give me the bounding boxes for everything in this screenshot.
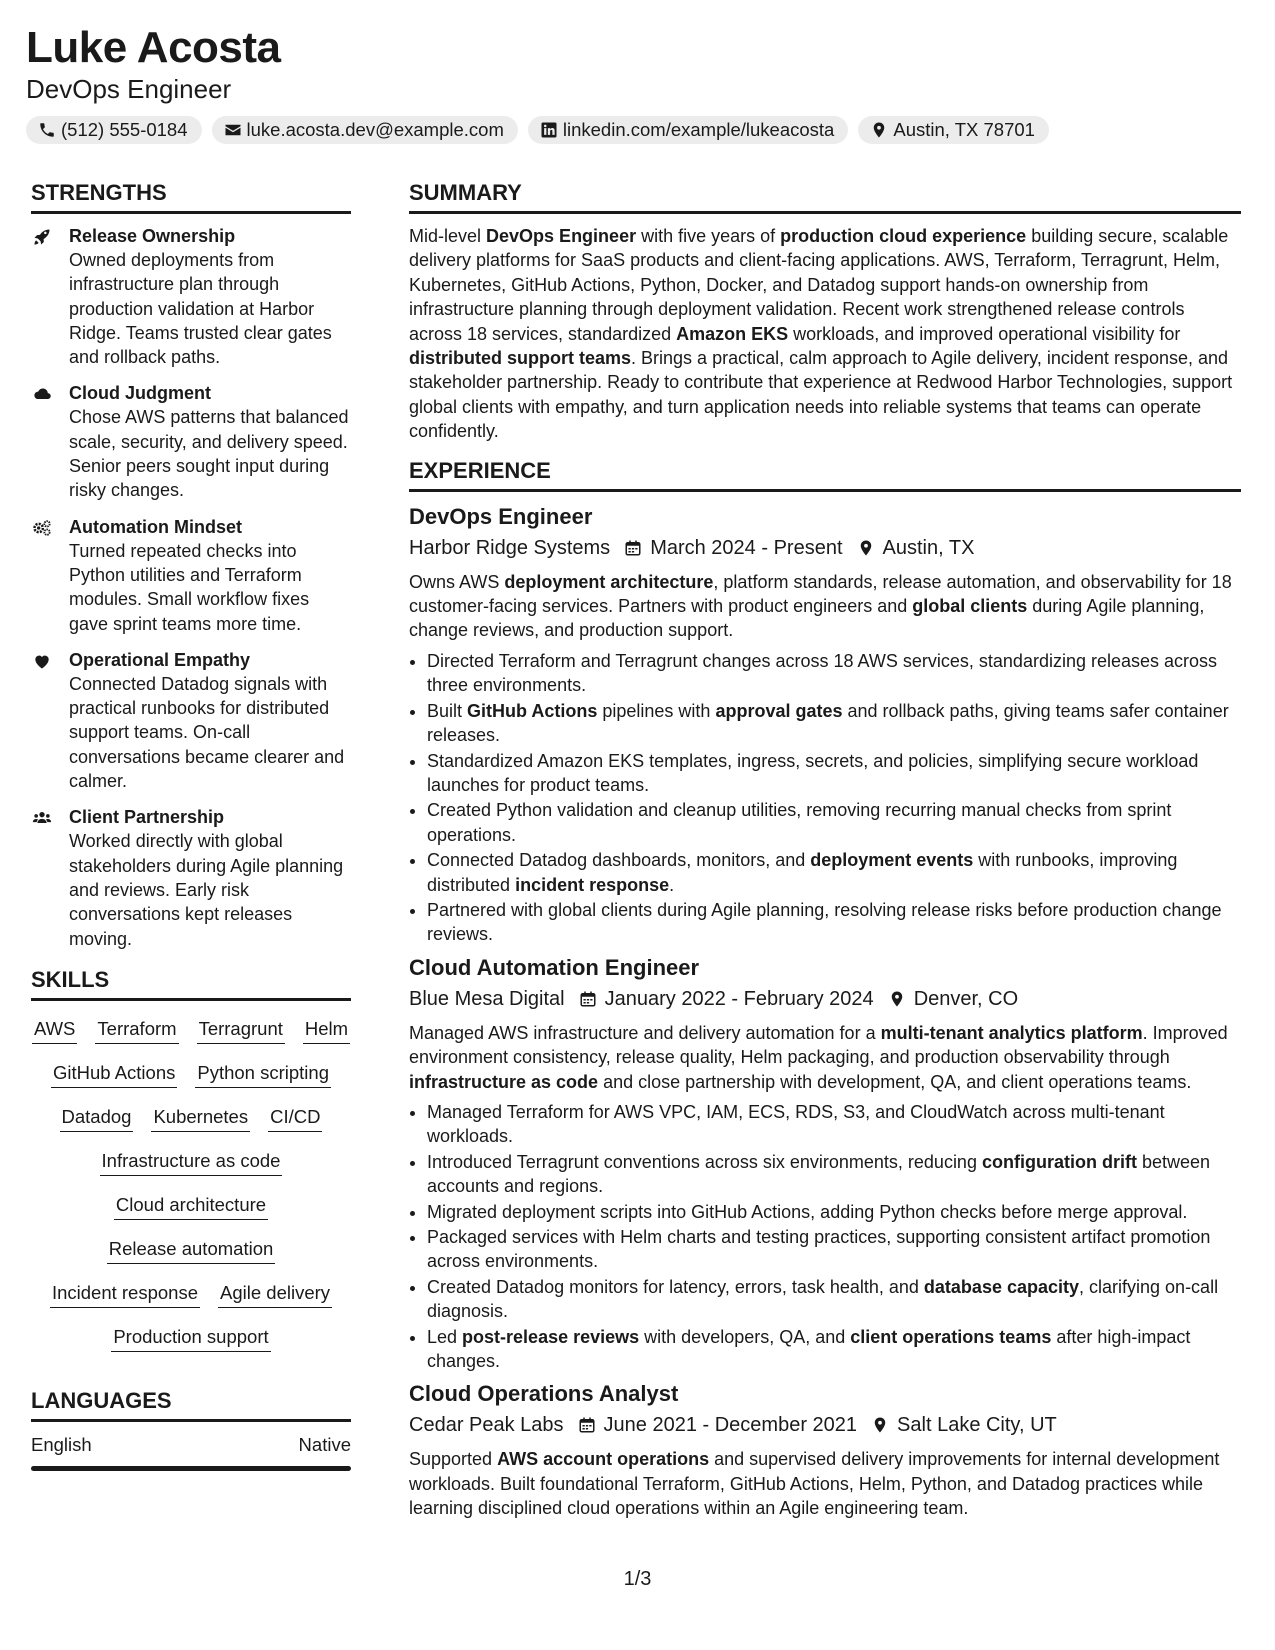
job-bullet: • Created Python validation and cleanup utilities, removing recurring manual checks from sprint operations.: [427, 798, 1241, 847]
skill-tag: Production support: [111, 1325, 270, 1352]
users-icon: [31, 808, 53, 828]
job-title: Cloud Automation Engineer: [409, 954, 700, 980]
phone-icon: [38, 121, 56, 139]
job-bullet: • Managed Terraform for AWS VPC, IAM, ECS, RDS, S3, and CloudWatch across multi-tenant workloads.: [427, 1100, 1241, 1149]
job-bullet: • Led post-release reviews with developers, QA, and client operations teams after high-impact changes.: [427, 1325, 1241, 1374]
skills-heading: SKILLS: [31, 965, 351, 1001]
skill-tag: Terragrunt: [197, 1017, 285, 1044]
resume-header: [26, 22, 1246, 144]
skill-tag: Kubernetes: [151, 1105, 250, 1132]
heart-icon: [31, 651, 53, 671]
job-company: Cedar Peak Labs: [409, 1414, 564, 1437]
job-meta: [409, 985, 1241, 1013]
strengths-heading: STRENGTHS: [31, 178, 351, 214]
job-location: Denver, CO: [913, 987, 1019, 1010]
experience-heading: EXPERIENCE: [409, 456, 1241, 492]
strength-text: Owned deployments from infrastructure plan through production validation at Harbor Ridge. Teams trusted clear gates and rollback paths.: [69, 250, 332, 368]
strength-text: Turned repeated checks into Python utilities and Terraform modules. Small workflow fixes gave sprint teams more time.: [69, 540, 310, 634]
sidebar: [31, 178, 351, 1471]
skill-tag: Datadog: [60, 1105, 134, 1132]
job-entry: [409, 1379, 1241, 1520]
strength-title: Release Ownership: [69, 226, 236, 246]
job-bullets: [409, 649, 1241, 947]
skill-tag: Agile delivery: [218, 1281, 332, 1308]
job-bullet: • Migrated deployment scripts into GitHub Actions, adding Python checks before merge approval.: [427, 1200, 1241, 1224]
calendar-icon: [579, 989, 597, 1009]
job-description: Supported AWS account operations and supervised delivery improvements for internal development workloads. Built foundational Terraform, GitHub Actions, Helm, Python, and Datadog practices while learning disciplined cloud operations within an Agile engineering team.: [409, 1449, 1220, 1519]
job-location: Salt Lake City, UT: [897, 1414, 1057, 1437]
page-indicator: 1/3: [623, 1568, 652, 1590]
job-bullet: • Partnered with global clients during Agile planning, resolving release risks before production change reviews.: [427, 898, 1241, 947]
language-name: English: [31, 1433, 92, 1455]
job-meta: [409, 534, 1241, 562]
job-company: Blue Mesa Digital: [409, 987, 565, 1010]
job-meta: [409, 1411, 1241, 1439]
skill-tag: CI/CD: [268, 1105, 322, 1132]
rocket-icon: [31, 227, 53, 247]
job-description: Managed AWS infrastructure and delivery automation for a multi-tenant analytics platform. Improved environment consistency, release quality, Helm packaging, and production observability through infrastructure as code and close partnership with development, QA, and client operations teams.: [409, 1022, 1228, 1092]
job-entry: [409, 953, 1241, 1374]
experience-list: [409, 502, 1241, 1521]
job-dates: March 2024 - Present: [650, 536, 843, 559]
contact-linkedin[interactable]: [528, 116, 848, 144]
strength-text: Chose AWS patterns that balanced scale, security, and delivery speed. Senior peers sought input during risky changes.: [69, 407, 349, 501]
job-company: Harbor Ridge Systems: [409, 536, 611, 559]
job-bullets: [409, 1100, 1241, 1373]
job-description: Owns AWS deployment architecture, platform standards, release automation, and observability for 18 customer-facing services. Partners with product engineers and global clients during Agile planning, change reviews, and production support.: [409, 571, 1232, 641]
strength-text: Connected Datadog signals with practical runbooks for distributed support teams. On-call conversations became clearer and calmer.: [69, 673, 345, 792]
contact-bar: [26, 116, 1246, 144]
contact-email-text: luke.acosta.dev@example.com: [246, 119, 504, 140]
contact-location[interactable]: [858, 116, 1049, 144]
skill-tag: Python scripting: [195, 1061, 331, 1088]
skill-tag: Terraform: [95, 1017, 178, 1044]
job-dates: January 2022 - February 2024: [604, 987, 874, 1010]
skills-list: [31, 1011, 351, 1366]
job-title: Cloud Operations Analyst: [409, 1381, 679, 1407]
strength-text: Worked directly with global stakeholders during Agile planning and reviews. Early risk conversations kept releases moving.: [69, 831, 344, 949]
job-bullet: • Standardized Amazon EKS templates, ingress, secrets, and policies, simplifying secure workload launches for product teams.: [427, 749, 1241, 798]
job-dates: June 2021 - December 2021: [603, 1414, 858, 1437]
strength-title: Client Partnership: [69, 807, 225, 828]
map-pin-icon: [857, 538, 875, 558]
language-level: Native: [298, 1433, 351, 1455]
job-bullet: • Created Datadog monitors for latency, errors, task health, and database capacity, clarifying on-call diagnosis.: [427, 1275, 1241, 1324]
languages-heading: LANGUAGES: [31, 1386, 351, 1422]
skill-tag: Incident response: [50, 1281, 200, 1308]
skill-tag: Helm: [303, 1017, 350, 1044]
job-entry: [409, 502, 1241, 947]
job-bullet: • Connected Datadog dashboards, monitors, and deployment events with runbooks, improving distributed incident response.: [427, 848, 1241, 897]
skill-tag: Cloud architecture: [114, 1193, 268, 1220]
strength-title: Cloud Judgment: [69, 383, 211, 404]
strength-title: Automation Mindset: [69, 516, 242, 537]
candidate-name: Luke Acosta: [26, 23, 281, 72]
skill-tag: Release automation: [107, 1237, 276, 1264]
language-proficiency-bar: [31, 1466, 351, 1471]
job-bullet: • Packaged services with Helm charts and testing practices, supporting consistent artifact promotion across environments.: [427, 1225, 1241, 1274]
summary-text: Mid-level DevOps Engineer with five years of production cloud experience building secure, scalable delivery platforms for SaaS products and client-facing applications. AWS, Terraform, Terragrunt, Helm, Kubernetes, GitHub Actions, Python, Docker, and Datadog support hands-on ownership from infrastructure planning through deployment validation. Recent work strengthened release controls across 18 services, standardized Amazon EKS workloads, and improved operational visibility for distributed support teams. Brings a practical, calm approach to Agile delivery, incident response, and stakeholder partnership. Ready to contribute that experience at Redwood Harbor Technologies, support global clients with empathy, and turn application needs into reliable systems that teams can operate confidently.: [409, 226, 1233, 442]
calendar-icon: [578, 1415, 596, 1435]
strength-item: [31, 515, 351, 636]
gears-icon: [31, 518, 53, 538]
main-content: [409, 178, 1241, 1527]
strength-title: Operational Empathy: [69, 649, 251, 670]
job-location: Austin, TX: [882, 536, 975, 559]
summary-heading: SUMMARY: [409, 178, 1241, 214]
skill-tag: GitHub Actions: [51, 1061, 177, 1088]
contact-location-text: Austin, TX 78701: [893, 119, 1035, 140]
strength-item: [31, 648, 351, 793]
language-item: [31, 1432, 351, 1458]
map-pin-icon: [871, 1415, 889, 1435]
job-bullet: • Introduced Terragrunt conventions across six environments, reducing configuration drift between accounts and regions.: [427, 1150, 1241, 1199]
calendar-icon: [624, 538, 642, 558]
candidate-role: DevOps Engineer: [26, 74, 232, 104]
contact-phone-text: (512) 555-0184: [61, 119, 188, 140]
linkedin-icon: [540, 121, 558, 139]
map-pin-icon: [888, 989, 906, 1009]
job-title: DevOps Engineer: [409, 503, 593, 529]
contact-phone[interactable]: [26, 116, 202, 144]
envelope-icon: [224, 121, 242, 139]
cloud-icon: [31, 384, 53, 404]
strength-item: [31, 224, 351, 369]
job-bullet: • Directed Terraform and Terragrunt changes across 18 AWS services, standardizing releases across three environments.: [427, 649, 1241, 698]
contact-linkedin-text: linkedin.com/example/lukeacosta: [562, 119, 835, 140]
map-pin-icon: [870, 121, 888, 139]
contact-email[interactable]: [212, 116, 518, 144]
job-bullet: • Built GitHub Actions pipelines with approval gates and rollback paths, giving teams safer container releases.: [427, 699, 1241, 748]
skill-tag: Infrastructure as code: [100, 1149, 283, 1176]
strength-item: [31, 381, 351, 502]
strength-item: [31, 805, 351, 950]
skill-tag: AWS: [32, 1017, 77, 1044]
